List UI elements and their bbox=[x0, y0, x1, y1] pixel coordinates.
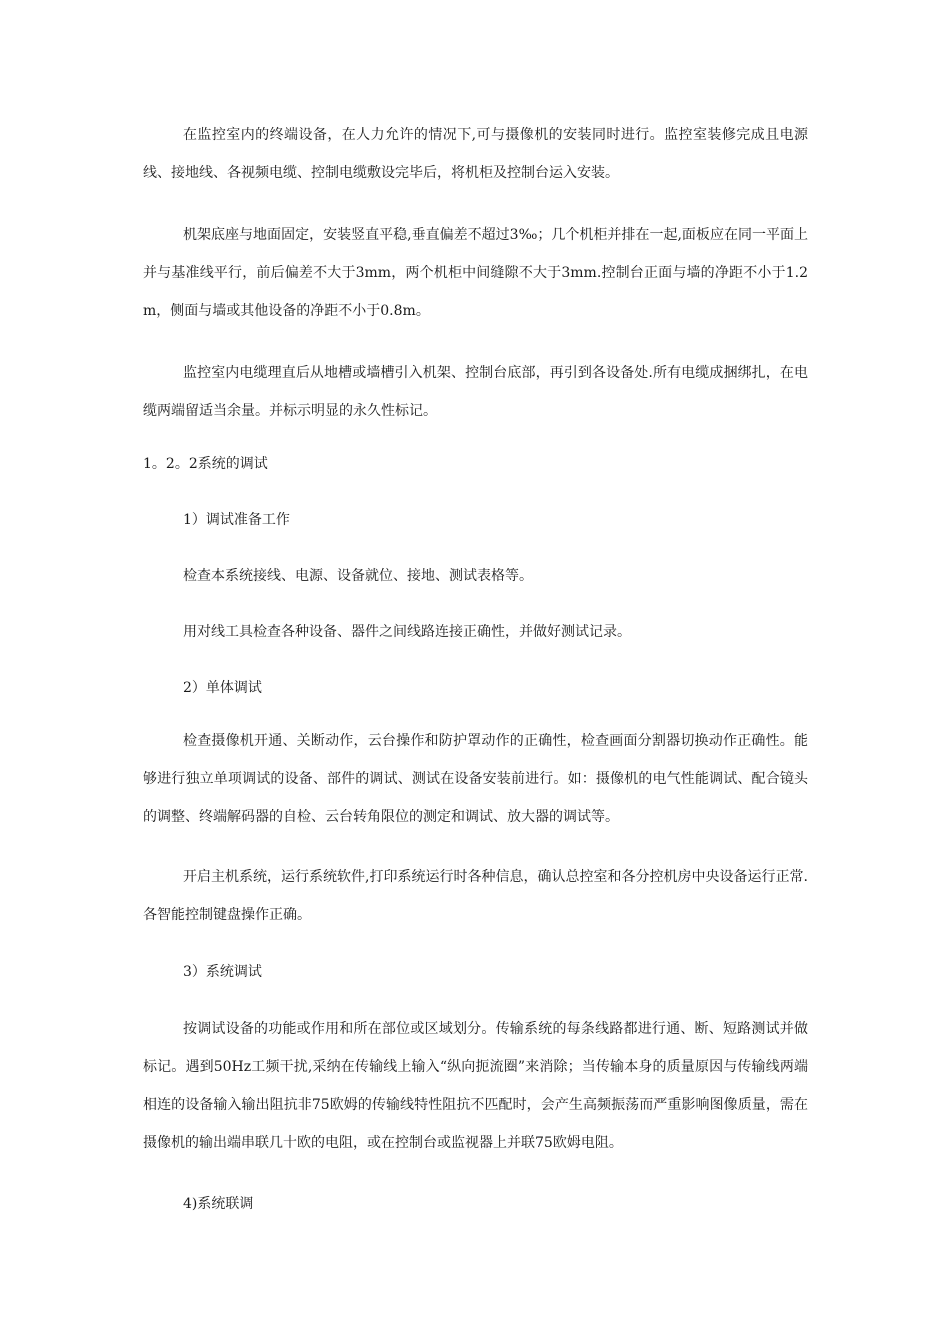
line-check-wiring: 检查本系统接线、电源、设备就位、接地、测试表格等。 bbox=[183, 568, 533, 584]
subheading-preparation: 1）调试准备工作 bbox=[183, 512, 290, 528]
subheading-unit-debugging: 2）单体调试 bbox=[183, 680, 262, 696]
subheading-system-joint-debugging: 4)系统联调 bbox=[183, 1196, 254, 1212]
paragraph-host-system: 开启主机系统，运行系统软件,打印系统运行时各种信息，确认总控室和各分控机房中央设备运行正常.各智能控制键盘操作正确。 bbox=[143, 869, 808, 923]
paragraph-terminal-equipment: 在监控室内的终端设备，在人力允许的情况下,可与摄像机的安装同时进行。监控室装修完成且电源线、接地线、各视频电缆、控制电缆敷设完毕后，将机柜及控制台运入安装。 bbox=[143, 127, 808, 181]
paragraph-unit-checks: 检查摄像机开通、关断动作，云台操作和防护罩动作的正确性，检查画面分割器切换动作正确性。能够进行独立单项调试的设备、部件的调试、测试在设备安装前进行。如：摄像机的电气性能调试、配合镜头的调整、终端解码器的自检、云台转角限位的测定和调试、放大器的调试等。 bbox=[143, 733, 808, 825]
subheading-system-debugging: 3）系统调试 bbox=[183, 964, 262, 980]
line-check-connections: 用对线工具检查各种设备、器件之间线路连接正确性，并做好测试记录。 bbox=[183, 624, 631, 640]
paragraph-cable-routing: 监控室内电缆理直后从地槽或墙槽引入机架、控制台底部，再引到各设备处.所有电缆成捆绑扎，在电缆两端留适当余量。并标示明显的永久性标记。 bbox=[143, 365, 808, 419]
paragraph-transmission-testing: 按调试设备的功能或作用和所在部位或区域划分。传输系统的每条线路都进行通、断、短路测试并做标记。遇到50Hz工频干扰,采纳在传输线上输入“纵向扼流圈”来消除；当传输本身的质量原因与传输线两端相连的设备输入输出阻抗非75欧姆的传输线特性阻抗不匹配时，会产生高频振荡而严重影响图像质量，需在摄像机的输出端串联几十欧的电阻，或在控制台或监视器上并联75欧姆电阻。 bbox=[143, 1021, 808, 1151]
section-heading-system-debugging: 1。2。2系统的调试 bbox=[143, 456, 268, 472]
paragraph-rack-installation: 机架底座与地面固定，安装竖直平稳,垂直偏差不超过3‰；几个机柜并排在一起,面板应在同一平面上并与基准线平行，前后偏差不大于3mm，两个机柜中间缝隙不大于3mm.控制台正面与墙的净距不小于1.2m，侧面与墙或其他设备的净距不小于0.8m。 bbox=[143, 227, 808, 319]
